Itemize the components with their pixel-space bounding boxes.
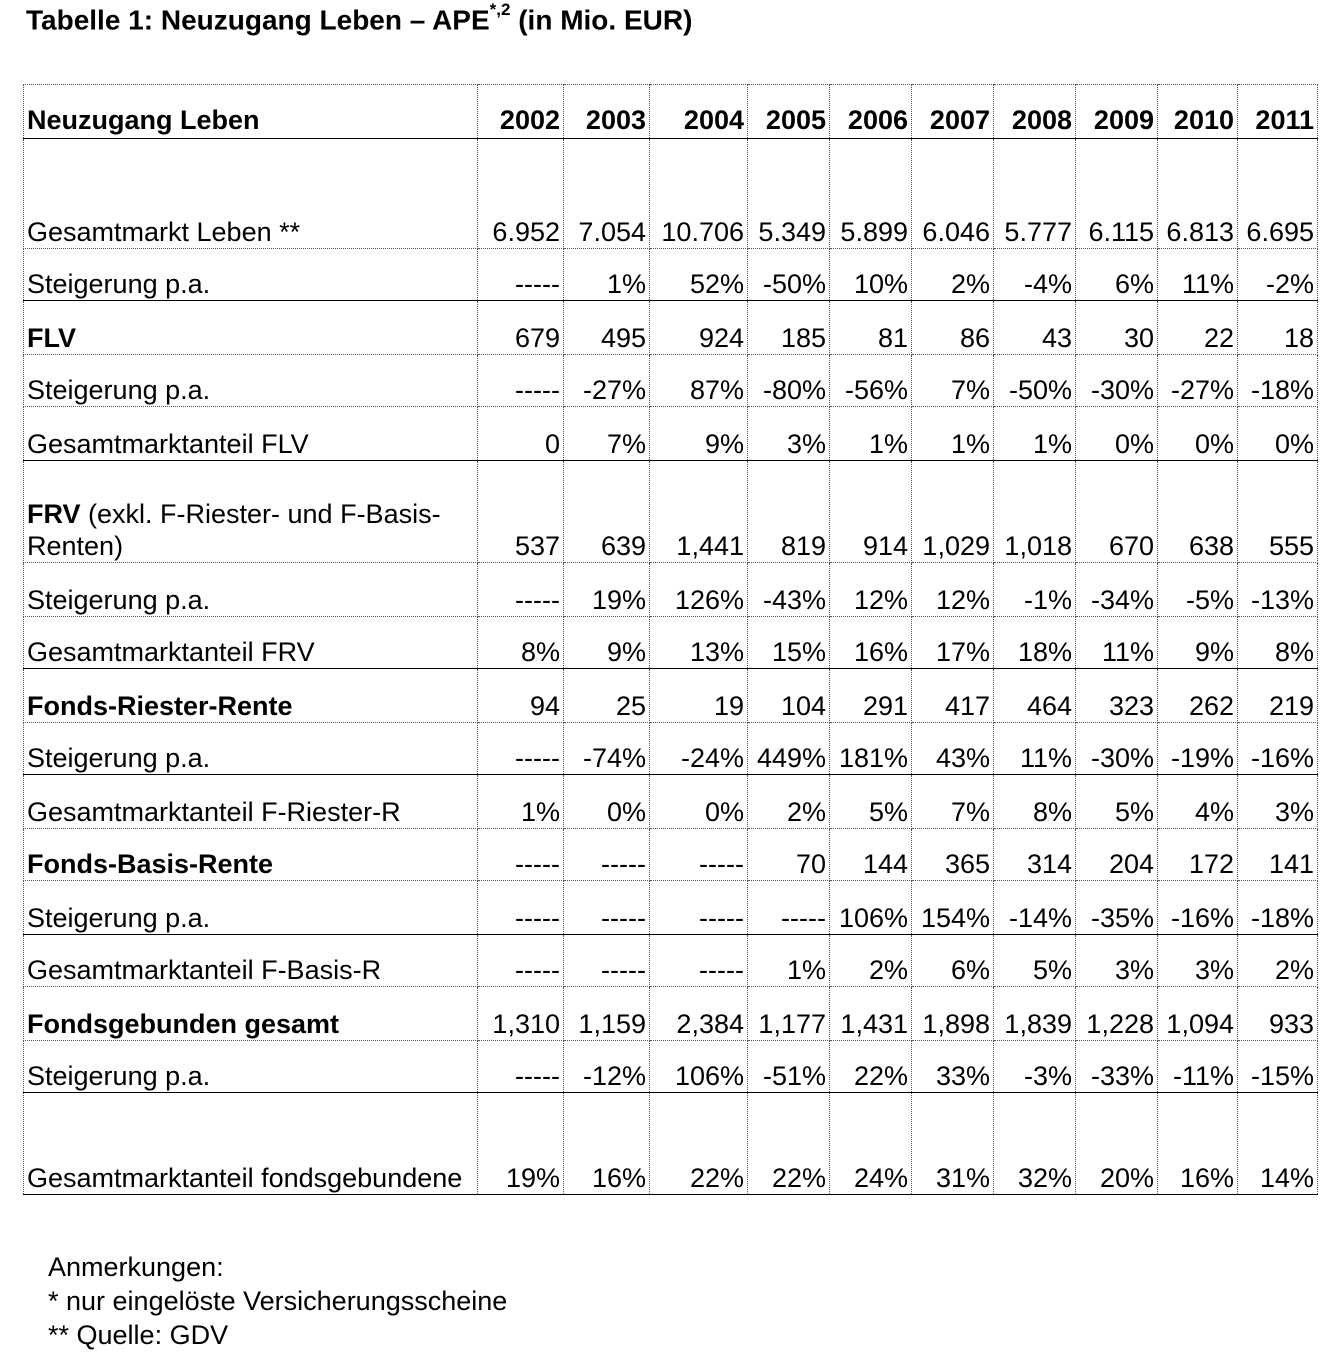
value-cell: 449% xyxy=(748,723,830,775)
row-label xyxy=(24,461,478,563)
value-cell: 8% xyxy=(994,775,1076,829)
value-cell: 8% xyxy=(478,617,564,669)
value-cell: 11% xyxy=(1158,249,1238,301)
value-cell: 1,177 xyxy=(748,987,830,1041)
row-label-bold: Fonds-Riester-Rente xyxy=(27,691,293,721)
header-cell: 2004 xyxy=(650,85,748,139)
value-cell: -3% xyxy=(994,1041,1076,1093)
table-row xyxy=(24,1093,1318,1195)
row-label xyxy=(24,881,478,935)
value-cell: 141 xyxy=(1238,829,1318,881)
header-cell: 2006 xyxy=(830,85,912,139)
row-label-text: Gesamtmarkt Leben ** xyxy=(27,217,301,247)
value-cell: 5% xyxy=(994,935,1076,987)
value-cell: 0% xyxy=(650,775,748,829)
row-label-bold: FRV xyxy=(27,499,81,529)
value-cell: 291 xyxy=(830,669,912,723)
value-cell: 914 xyxy=(830,461,912,563)
value-cell: 25 xyxy=(564,669,650,723)
value-cell: 7% xyxy=(912,355,994,407)
value-cell: -16% xyxy=(1158,881,1238,935)
value-cell: 18 xyxy=(1238,301,1318,355)
header-cell: 2007 xyxy=(912,85,994,139)
value-cell: 7% xyxy=(912,775,994,829)
value-cell: 5.777 xyxy=(994,139,1076,249)
value-cell: 2,384 xyxy=(650,987,748,1041)
value-cell: 7.054 xyxy=(564,139,650,249)
value-cell: -1% xyxy=(994,563,1076,617)
row-label xyxy=(24,669,478,723)
notes-heading: Anmerkungen: xyxy=(48,1252,224,1282)
row-label-text: Gesamtmarktanteil F-Basis-R xyxy=(27,955,382,985)
value-cell: 4% xyxy=(1158,775,1238,829)
row-label-bold: Fondsgebunden gesamt xyxy=(27,1009,340,1039)
value-cell: 15% xyxy=(748,617,830,669)
value-cell: 5.349 xyxy=(748,139,830,249)
value-cell: 19% xyxy=(478,1093,564,1195)
value-cell: -30% xyxy=(1076,723,1158,775)
value-cell: -80% xyxy=(748,355,830,407)
value-cell: ----- xyxy=(650,935,748,987)
value-cell: 126% xyxy=(650,563,748,617)
value-cell: 0% xyxy=(564,775,650,829)
table-title xyxy=(26,0,693,36)
value-cell: 86 xyxy=(912,301,994,355)
value-cell: -56% xyxy=(830,355,912,407)
value-cell: 679 xyxy=(478,301,564,355)
value-cell: -14% xyxy=(994,881,1076,935)
value-cell: 924 xyxy=(650,301,748,355)
value-cell: 87% xyxy=(650,355,748,407)
value-cell: 70 xyxy=(748,829,830,881)
row-label-text: Steigerung p.a. xyxy=(27,585,211,615)
value-cell: 181% xyxy=(830,723,912,775)
value-cell: 22 xyxy=(1158,301,1238,355)
value-cell: 1% xyxy=(994,407,1076,461)
value-cell: ----- xyxy=(478,881,564,935)
table-row xyxy=(24,1041,1318,1093)
table-row xyxy=(24,775,1318,829)
notes xyxy=(48,1250,507,1352)
table-row xyxy=(24,723,1318,775)
value-cell: 1% xyxy=(564,249,650,301)
value-cell: 1,431 xyxy=(830,987,912,1041)
value-cell: ----- xyxy=(478,249,564,301)
value-cell: 1,228 xyxy=(1076,987,1158,1041)
value-cell: -50% xyxy=(748,249,830,301)
value-cell: 31% xyxy=(912,1093,994,1195)
value-cell: 10.706 xyxy=(650,139,748,249)
value-cell: 1% xyxy=(912,407,994,461)
row-label-text: Gesamtmarktanteil F-Riester-R xyxy=(27,797,401,827)
header-cell: 2008 xyxy=(994,85,1076,139)
row-label-bold: Fonds-Basis-Rente xyxy=(27,849,274,879)
value-cell: 1,159 xyxy=(564,987,650,1041)
value-cell: 9% xyxy=(1158,617,1238,669)
value-cell: 6.046 xyxy=(912,139,994,249)
header-row xyxy=(24,85,1318,139)
table-row xyxy=(24,461,1318,563)
value-cell: -30% xyxy=(1076,355,1158,407)
title-superscript: *,2 xyxy=(489,0,511,19)
value-cell: -11% xyxy=(1158,1041,1238,1093)
value-cell: 495 xyxy=(564,301,650,355)
value-cell: 2% xyxy=(748,775,830,829)
value-cell: 16% xyxy=(564,1093,650,1195)
value-cell: -15% xyxy=(1238,1041,1318,1093)
row-label-text: Gesamtmarktanteil FLV xyxy=(27,429,309,459)
value-cell: 365 xyxy=(912,829,994,881)
value-cell: ----- xyxy=(478,829,564,881)
value-cell: 323 xyxy=(1076,669,1158,723)
value-cell: ----- xyxy=(478,355,564,407)
value-cell: 2% xyxy=(1238,935,1318,987)
value-cell: -43% xyxy=(748,563,830,617)
value-cell: 20% xyxy=(1076,1093,1158,1195)
value-cell: ----- xyxy=(478,563,564,617)
value-cell: 204 xyxy=(1076,829,1158,881)
value-cell: ----- xyxy=(564,829,650,881)
value-cell: 219 xyxy=(1238,669,1318,723)
row-label-text: Gesamtmarktanteil fondsgebundene xyxy=(27,1163,463,1193)
value-cell: 43% xyxy=(912,723,994,775)
value-cell: 6.115 xyxy=(1076,139,1158,249)
value-cell: 33% xyxy=(912,1041,994,1093)
value-cell: 933 xyxy=(1238,987,1318,1041)
row-label-text: Steigerung p.a. xyxy=(27,1061,211,1091)
data-table xyxy=(23,84,1318,1195)
value-cell: 154% xyxy=(912,881,994,935)
row-label-text: Steigerung p.a. xyxy=(27,375,211,405)
value-cell: -27% xyxy=(1158,355,1238,407)
table-row xyxy=(24,669,1318,723)
header-cell: 2011 xyxy=(1238,85,1318,139)
value-cell: 2% xyxy=(830,935,912,987)
value-cell: 6.952 xyxy=(478,139,564,249)
value-cell: 10% xyxy=(830,249,912,301)
value-cell: 537 xyxy=(478,461,564,563)
value-cell: 17% xyxy=(912,617,994,669)
value-cell: 104 xyxy=(748,669,830,723)
table-row xyxy=(24,987,1318,1041)
value-cell: 81 xyxy=(830,301,912,355)
value-cell: 1,310 xyxy=(478,987,564,1041)
row-label xyxy=(24,775,478,829)
title-suffix: (in Mio. EUR) xyxy=(510,4,693,36)
row-label xyxy=(24,407,478,461)
row-label-bold: FLV xyxy=(27,323,76,353)
row-label-text: Steigerung p.a. xyxy=(27,269,211,299)
title-text: Tabelle 1: Neuzugang Leben – APE xyxy=(26,4,490,36)
value-cell: 19% xyxy=(564,563,650,617)
value-cell: 0% xyxy=(1076,407,1158,461)
value-cell: -19% xyxy=(1158,723,1238,775)
value-cell: 0 xyxy=(478,407,564,461)
header-cell: 2010 xyxy=(1158,85,1238,139)
value-cell: -35% xyxy=(1076,881,1158,935)
value-cell: 22% xyxy=(650,1093,748,1195)
value-cell: 52% xyxy=(650,249,748,301)
value-cell: 3% xyxy=(1238,775,1318,829)
value-cell: 1,094 xyxy=(1158,987,1238,1041)
value-cell: 11% xyxy=(1076,617,1158,669)
value-cell: ----- xyxy=(478,1041,564,1093)
table-row xyxy=(24,407,1318,461)
value-cell: 16% xyxy=(830,617,912,669)
table-row xyxy=(24,355,1318,407)
value-cell: 5% xyxy=(830,775,912,829)
value-cell: 7% xyxy=(564,407,650,461)
value-cell: 639 xyxy=(564,461,650,563)
table-row xyxy=(24,139,1318,249)
row-label xyxy=(24,829,478,881)
value-cell: 106% xyxy=(830,881,912,935)
value-cell: 22% xyxy=(748,1093,830,1195)
value-cell: 1% xyxy=(478,775,564,829)
value-cell: 11% xyxy=(994,723,1076,775)
table-row xyxy=(24,881,1318,935)
value-cell: 1% xyxy=(830,407,912,461)
value-cell: -24% xyxy=(650,723,748,775)
value-cell: 43 xyxy=(994,301,1076,355)
value-cell: 2% xyxy=(912,249,994,301)
value-cell: 1,441 xyxy=(650,461,748,563)
row-label xyxy=(24,987,478,1041)
value-cell: 0% xyxy=(1158,407,1238,461)
row-label-text: Gesamtmarktanteil FRV xyxy=(27,637,315,667)
value-cell: -27% xyxy=(564,355,650,407)
value-cell: 1% xyxy=(748,935,830,987)
table-row xyxy=(24,301,1318,355)
value-cell: 262 xyxy=(1158,669,1238,723)
value-cell: 3% xyxy=(1158,935,1238,987)
row-label-text: Steigerung p.a. xyxy=(27,743,211,773)
value-cell: 6% xyxy=(912,935,994,987)
value-cell: 13% xyxy=(650,617,748,669)
value-cell: 819 xyxy=(748,461,830,563)
value-cell: 16% xyxy=(1158,1093,1238,1195)
value-cell: 3% xyxy=(1076,935,1158,987)
value-cell: ----- xyxy=(650,829,748,881)
value-cell: 30 xyxy=(1076,301,1158,355)
row-label xyxy=(24,139,478,249)
note-item: * nur eingelöste Versicherungsscheine xyxy=(48,1286,508,1316)
value-cell: 18% xyxy=(994,617,1076,669)
header-cell: 2005 xyxy=(748,85,830,139)
value-cell: 32% xyxy=(994,1093,1076,1195)
value-cell: 19 xyxy=(650,669,748,723)
table-row xyxy=(24,249,1318,301)
value-cell: -2% xyxy=(1238,249,1318,301)
row-label xyxy=(24,355,478,407)
value-cell: 9% xyxy=(650,407,748,461)
value-cell: 9% xyxy=(564,617,650,669)
note-item: ** Quelle: GDV xyxy=(48,1320,229,1350)
value-cell: 1,029 xyxy=(912,461,994,563)
value-cell: -50% xyxy=(994,355,1076,407)
value-cell: 5.899 xyxy=(830,139,912,249)
value-cell: 0% xyxy=(1238,407,1318,461)
value-cell: ----- xyxy=(478,935,564,987)
value-cell: -74% xyxy=(564,723,650,775)
value-cell: 3% xyxy=(748,407,830,461)
value-cell: -18% xyxy=(1238,881,1318,935)
row-label xyxy=(24,935,478,987)
table-row xyxy=(24,617,1318,669)
value-cell: -5% xyxy=(1158,563,1238,617)
value-cell: -16% xyxy=(1238,723,1318,775)
value-cell: -12% xyxy=(564,1041,650,1093)
value-cell: 6% xyxy=(1076,249,1158,301)
value-cell: 417 xyxy=(912,669,994,723)
row-label-text: Steigerung p.a. xyxy=(27,903,211,933)
table-row xyxy=(24,935,1318,987)
value-cell: 5% xyxy=(1076,775,1158,829)
value-cell: 12% xyxy=(830,563,912,617)
row-label xyxy=(24,617,478,669)
value-cell: 185 xyxy=(748,301,830,355)
value-cell: ----- xyxy=(650,881,748,935)
table-row xyxy=(24,829,1318,881)
value-cell: 555 xyxy=(1238,461,1318,563)
row-label xyxy=(24,723,478,775)
table-body xyxy=(24,85,1318,1195)
value-cell: 1,898 xyxy=(912,987,994,1041)
value-cell: -13% xyxy=(1238,563,1318,617)
value-cell: 314 xyxy=(994,829,1076,881)
row-label xyxy=(24,249,478,301)
value-cell: ----- xyxy=(478,723,564,775)
header-cell: 2003 xyxy=(564,85,650,139)
value-cell: 144 xyxy=(830,829,912,881)
value-cell: 94 xyxy=(478,669,564,723)
value-cell: ----- xyxy=(748,881,830,935)
value-cell: 12% xyxy=(912,563,994,617)
row-label xyxy=(24,563,478,617)
value-cell: 8% xyxy=(1238,617,1318,669)
value-cell: 1,018 xyxy=(994,461,1076,563)
value-cell: -34% xyxy=(1076,563,1158,617)
value-cell: 464 xyxy=(994,669,1076,723)
row-label-text: (exkl. F-Riester- und F-Basis-Renten) xyxy=(27,499,441,561)
value-cell: -51% xyxy=(748,1041,830,1093)
row-label xyxy=(24,1093,478,1195)
header-cell: 2002 xyxy=(478,85,564,139)
value-cell: 106% xyxy=(650,1041,748,1093)
value-cell: 6.813 xyxy=(1158,139,1238,249)
value-cell: ----- xyxy=(564,881,650,935)
value-cell: 670 xyxy=(1076,461,1158,563)
header-cell: Neuzugang Leben xyxy=(24,85,478,139)
row-label xyxy=(24,1041,478,1093)
value-cell: 6.695 xyxy=(1238,139,1318,249)
value-cell: 14% xyxy=(1238,1093,1318,1195)
value-cell: 172 xyxy=(1158,829,1238,881)
value-cell: 1,839 xyxy=(994,987,1076,1041)
value-cell: -18% xyxy=(1238,355,1318,407)
value-cell: ----- xyxy=(564,935,650,987)
row-label xyxy=(24,301,478,355)
table-row xyxy=(24,563,1318,617)
value-cell: -33% xyxy=(1076,1041,1158,1093)
value-cell: 22% xyxy=(830,1041,912,1093)
value-cell: -4% xyxy=(994,249,1076,301)
header-cell: 2009 xyxy=(1076,85,1158,139)
value-cell: 24% xyxy=(830,1093,912,1195)
value-cell: 638 xyxy=(1158,461,1238,563)
